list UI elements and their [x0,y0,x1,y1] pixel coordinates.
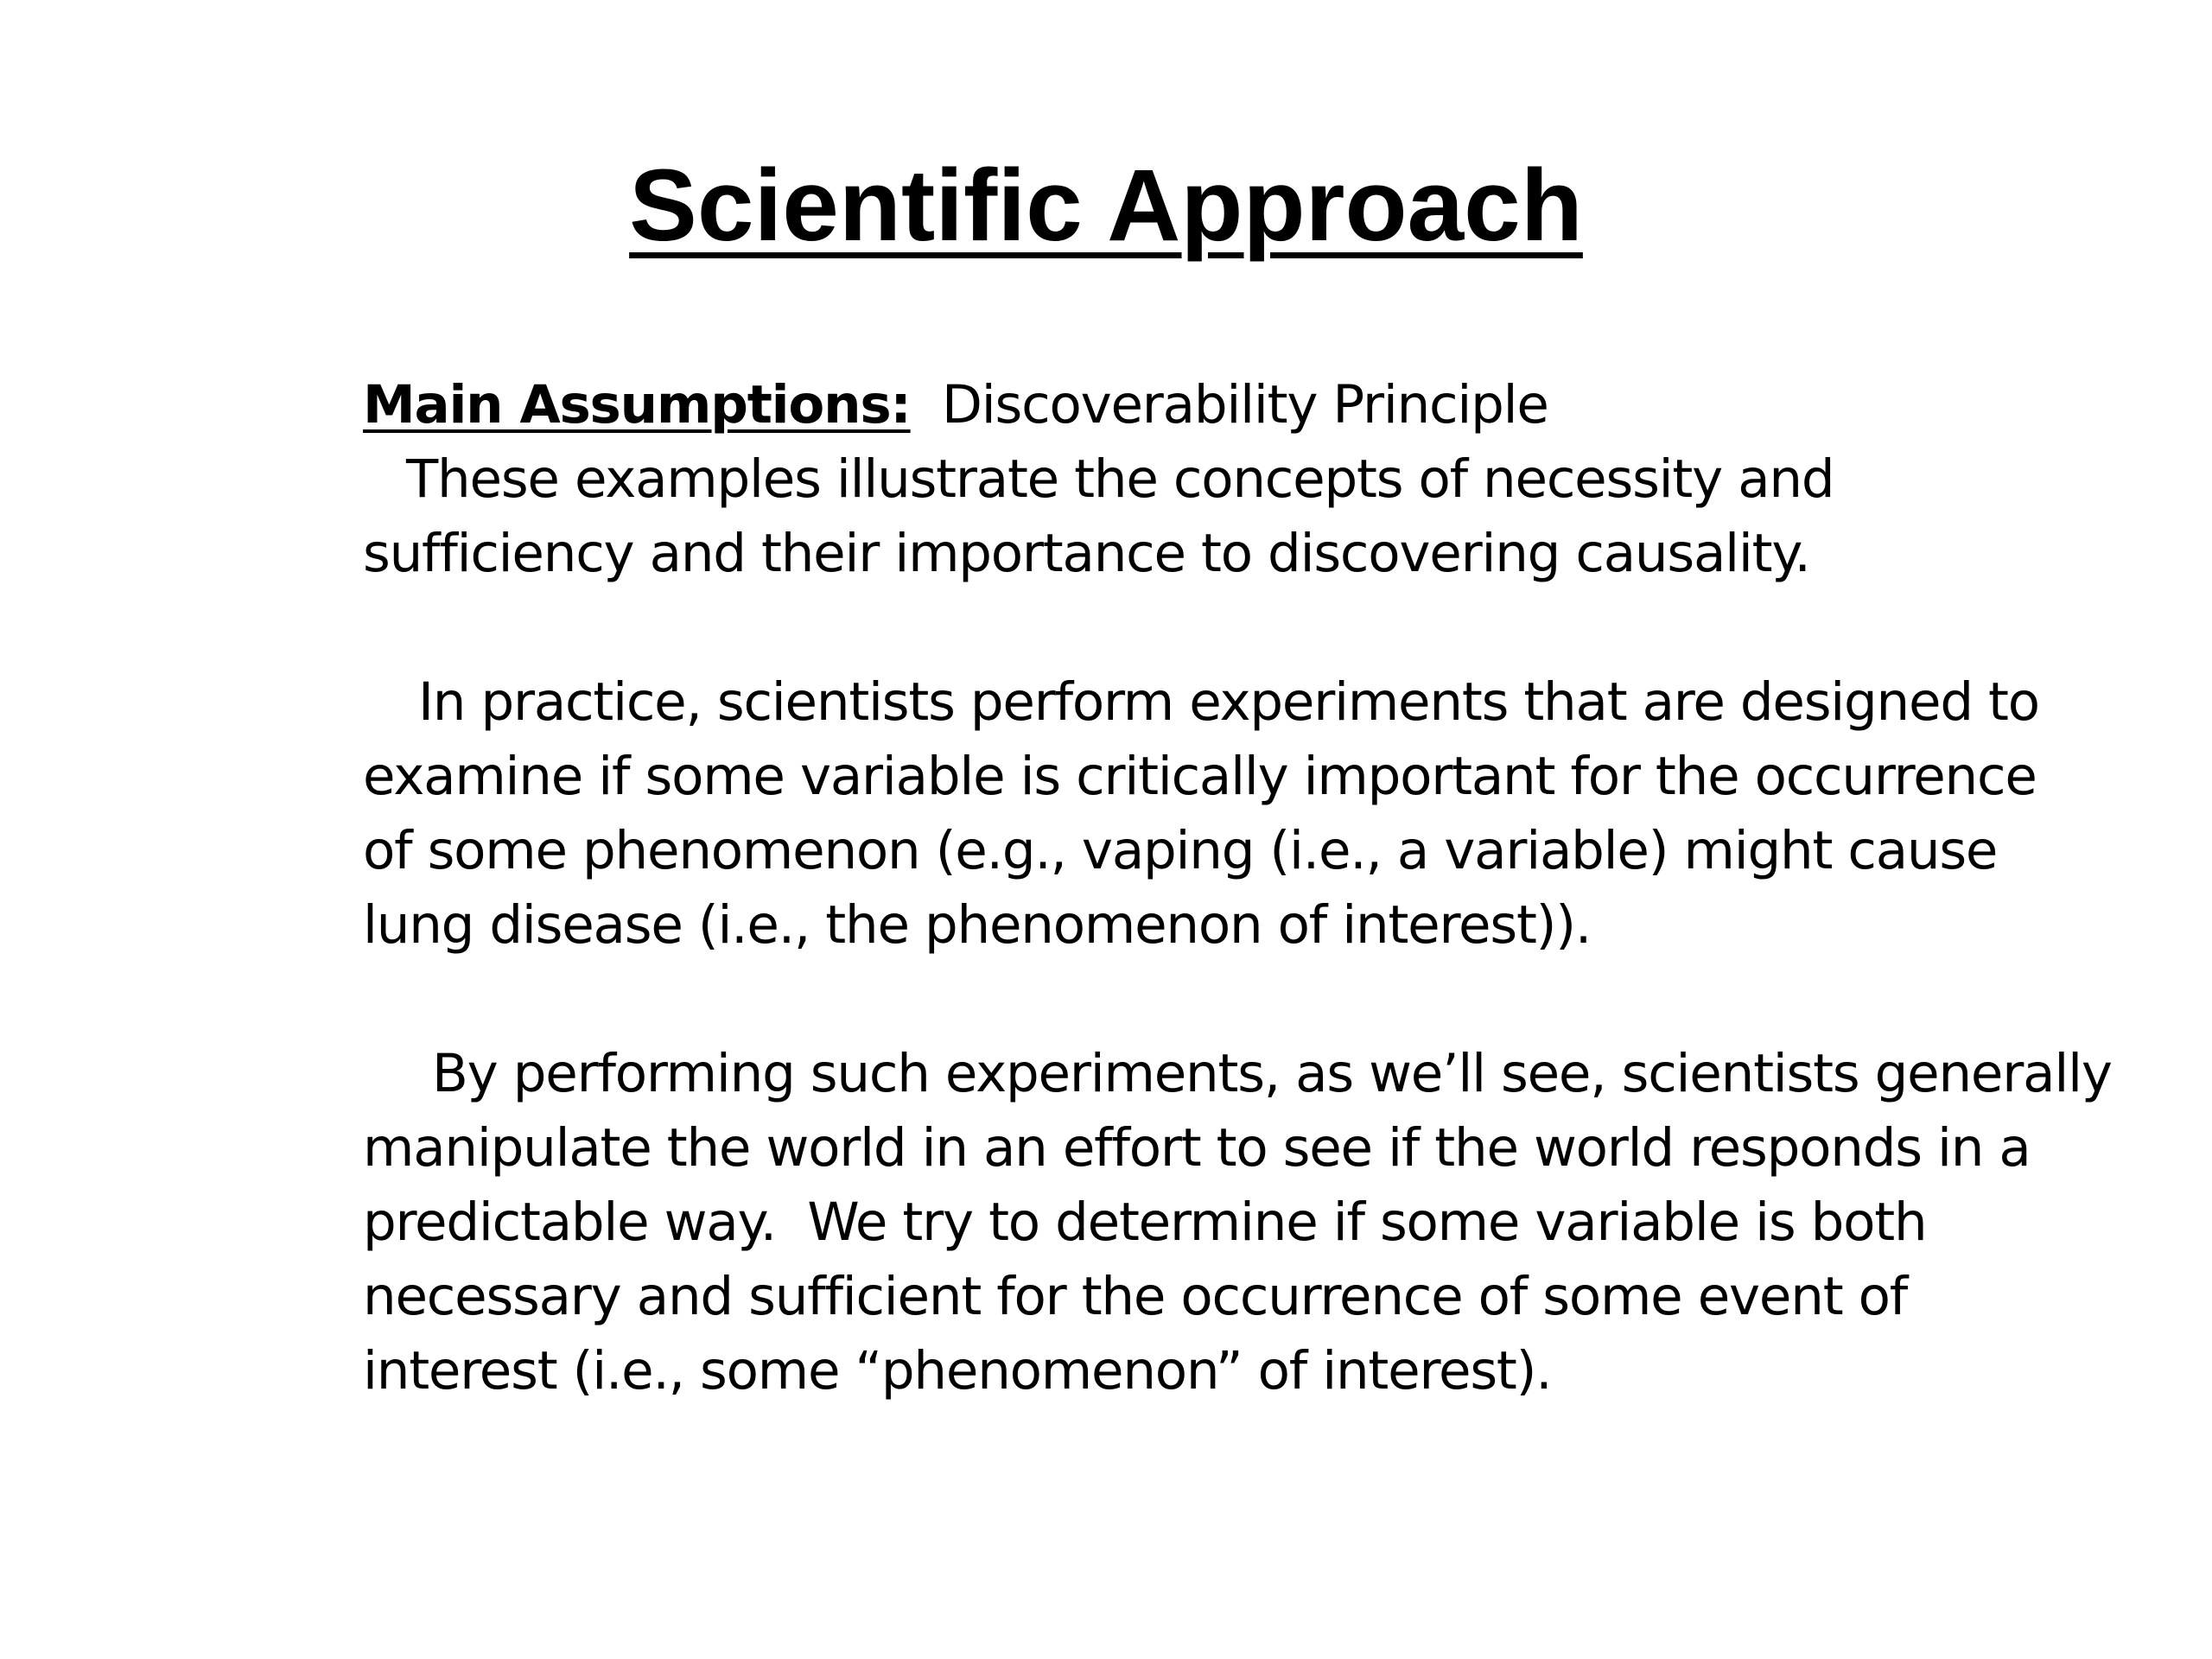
paragraph-line: By performing such experiments, as we’ll see, scientists generally [432,1043,2112,1104]
paragraph-line: interest (i.e., some “phenomenon” of interest). [363,1340,1552,1402]
assumptions-label: Main Assumptions: [363,374,911,435]
paragraph-gap [363,591,2143,665]
slide-title [0,145,2212,266]
paragraph-line: of some phenomenon (e.g., vaping (i.e., a variable) might cause [363,820,1998,881]
assumptions-value: Discoverability Principle [942,374,1548,435]
assumptions-heading [363,368,2143,442]
paragraph-line: predictable way. We try to determine if some variable is both [363,1192,1927,1253]
paragraph-experiments [363,1037,2143,1408]
slide-body [363,368,2143,1408]
paragraph-line: examine if some variable is critically important for the occurrence [363,746,2037,807]
paragraph-line: necessary and sufficient for the occurrence of some event of [363,1266,1908,1327]
paragraph-line: manipulate the world in an effort to see if the world responds in a [363,1117,2031,1179]
slide-title-text: Scientific Approach [629,149,1583,263]
paragraph-practice [363,665,2143,963]
paragraph-line: sufficiency and their importance to discovering causality. [363,523,1810,584]
paragraph-line: These examples illustrate the concepts of necessity and [406,448,1834,510]
paragraph-gap [363,963,2143,1037]
paragraph-line: lung disease (i.e., the phenomenon of interest)). [363,894,1592,956]
paragraph-line: In practice, scientists perform experiments that are designed to [418,671,2039,733]
paragraph-necessity [363,442,2143,591]
